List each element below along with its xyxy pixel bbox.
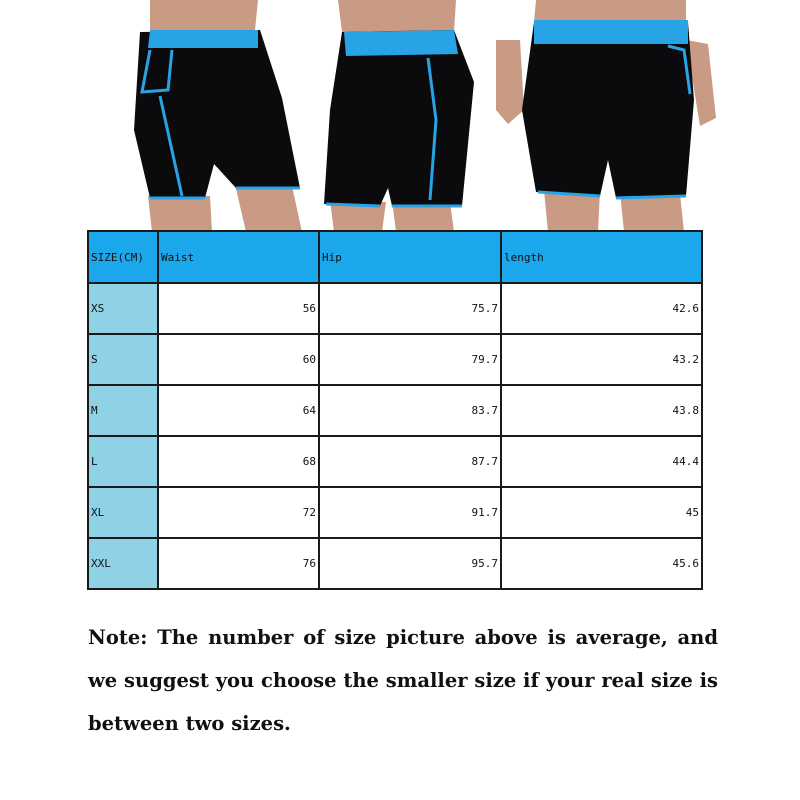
- size-cell: S: [88, 334, 158, 385]
- waist-cell: 60: [158, 334, 319, 385]
- length-cell: 43.2: [501, 334, 702, 385]
- waist-cell: 72: [158, 487, 319, 538]
- size-cell: M: [88, 385, 158, 436]
- size-chart-header-row: [88, 231, 702, 283]
- waist-cell: 56: [158, 283, 319, 334]
- size-cell: XL: [88, 487, 158, 538]
- product-photo-back-side-view: [324, 0, 474, 232]
- size-cell: L: [88, 436, 158, 487]
- waist-cell: 64: [158, 385, 319, 436]
- product-photos-svg: [0, 0, 800, 232]
- table-row: [88, 334, 702, 385]
- hip-cell: 95.7: [319, 538, 501, 589]
- waist-cell: 68: [158, 436, 319, 487]
- hip-cell: 91.7: [319, 487, 501, 538]
- header-hip: Hip: [319, 231, 501, 283]
- length-cell: 43.8: [501, 385, 702, 436]
- product-photos: [0, 0, 800, 232]
- hip-cell: 83.7: [319, 385, 501, 436]
- size-cell: XXL: [88, 538, 158, 589]
- header-waist: Waist: [158, 231, 319, 283]
- size-chart-table: [87, 230, 703, 590]
- hip-cell: 75.7: [319, 283, 501, 334]
- table-row: [88, 436, 702, 487]
- table-row: [88, 538, 702, 589]
- size-note: Note: The number of size picture above is average, and we suggest you choose the smaller size if your real size is between two sizes.: [88, 626, 718, 735]
- length-cell: 44.4: [501, 436, 702, 487]
- length-cell: 42.6: [501, 283, 702, 334]
- table-row: [88, 487, 702, 538]
- header-length: length: [501, 231, 702, 283]
- hip-cell: 87.7: [319, 436, 501, 487]
- waist-cell: 76: [158, 538, 319, 589]
- length-cell: 45.6: [501, 538, 702, 589]
- length-cell: 45: [501, 487, 702, 538]
- product-photo-back-view: [496, 0, 716, 232]
- hip-cell: 79.7: [319, 334, 501, 385]
- table-row: [88, 385, 702, 436]
- header-size: SIZE(CM): [88, 231, 158, 283]
- size-cell: XS: [88, 283, 158, 334]
- product-photo-side-view: [134, 0, 302, 232]
- table-row: [88, 283, 702, 334]
